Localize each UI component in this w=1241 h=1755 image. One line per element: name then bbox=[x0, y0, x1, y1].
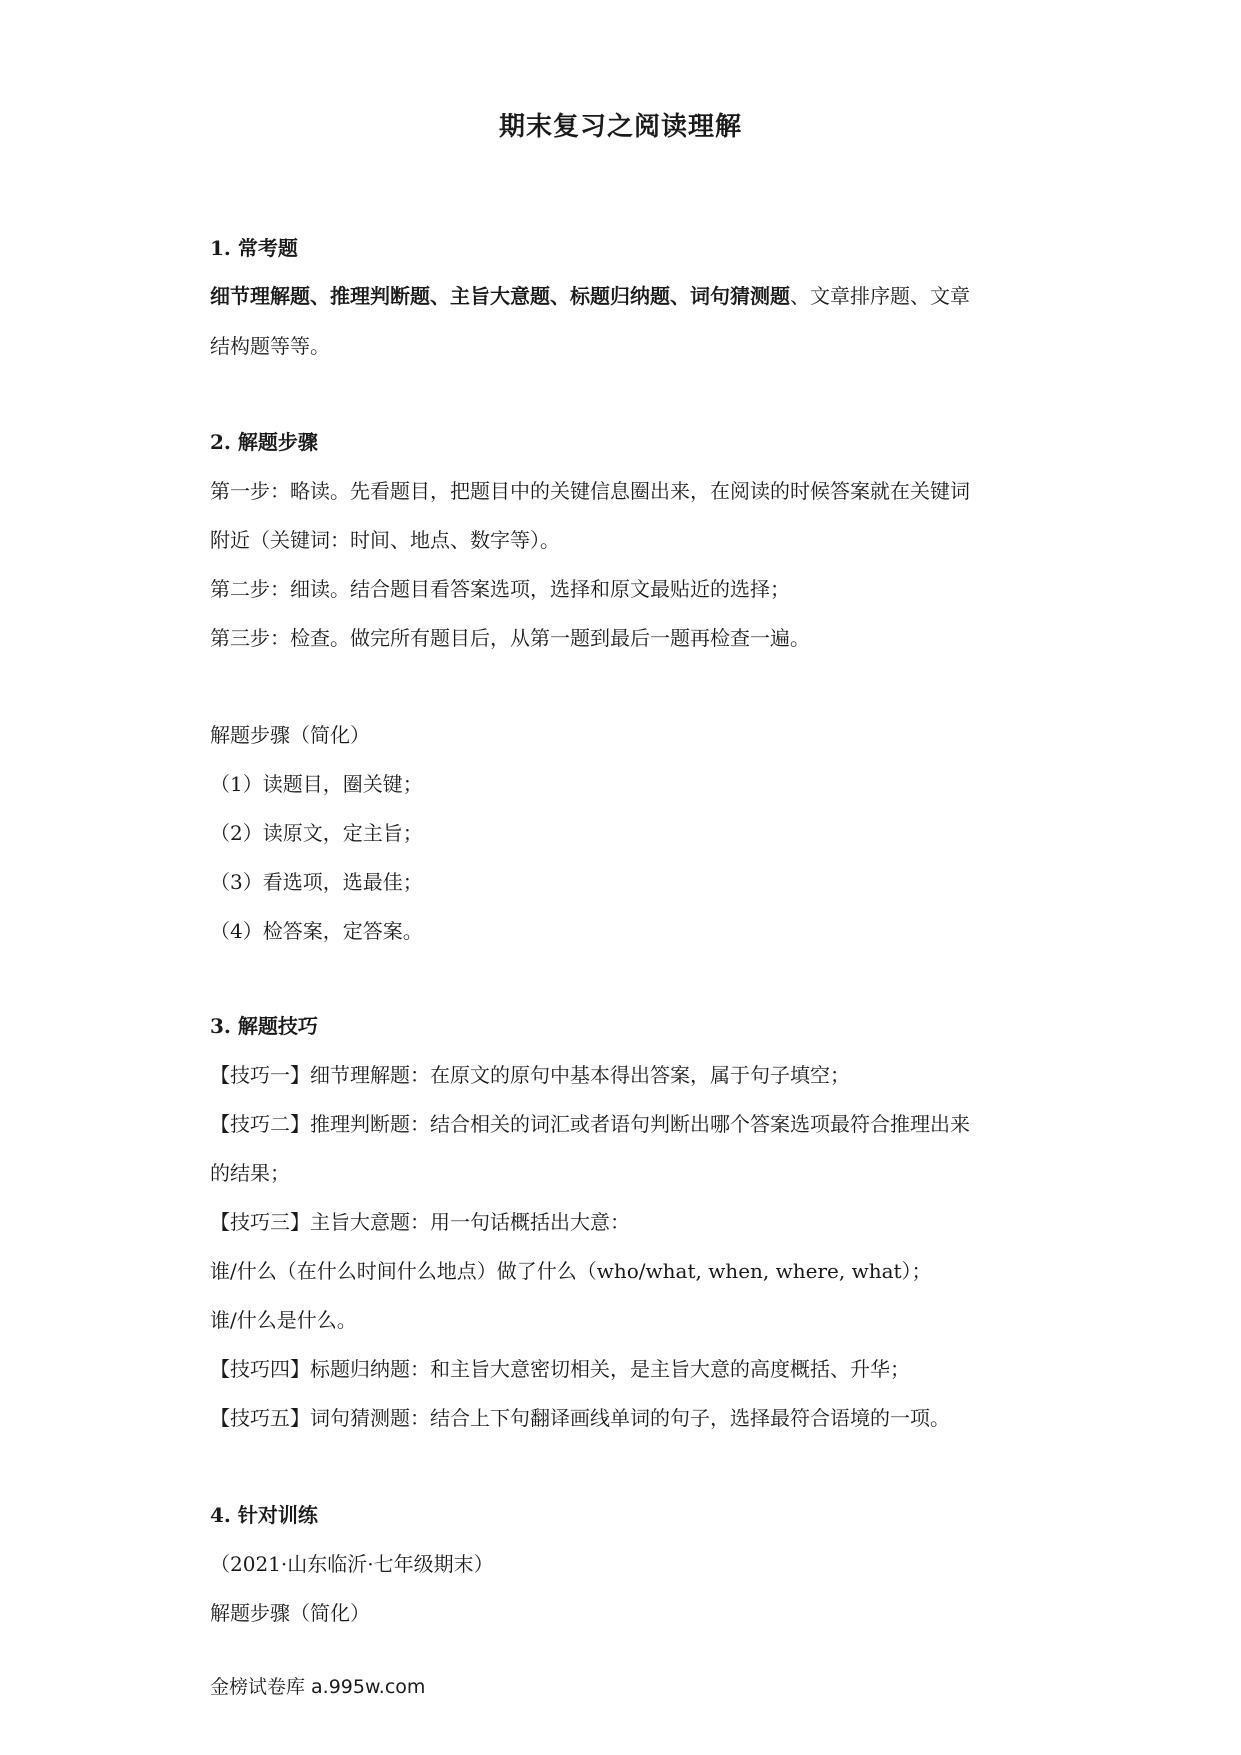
section-1-line-1 bbox=[210, 282, 1040, 310]
simplified-step-item: （3）看选项，选最佳； bbox=[210, 870, 423, 894]
section-1-heading: 1. 常考题 bbox=[210, 236, 298, 260]
section-2-heading: 2. 解题步骤 bbox=[210, 430, 318, 454]
simplified-step-item: （1）读题目，圈关键； bbox=[210, 772, 423, 796]
section-1-line-2: 结构题等等。 bbox=[210, 334, 330, 358]
simplified-step-item: （2）读原文，定主旨； bbox=[210, 821, 423, 845]
tip-1: 【技巧一】细节理解题：在原文的原句中基本得出答案，属于句子填空； bbox=[210, 1063, 850, 1087]
page-title: 期末复习之阅读理解 bbox=[498, 112, 742, 142]
question-types-bold: 细节理解题、推理判断题、主旨大意题、标题归纳题、词句猜测题 bbox=[210, 284, 790, 308]
step-2: 第二步：细读。结合题目看答案选项，选择和原文最贴近的选择； bbox=[210, 577, 790, 601]
section-3-heading: 3. 解题技巧 bbox=[210, 1014, 318, 1038]
simplified-step-item: （4）检答案，定答案。 bbox=[210, 919, 423, 943]
tip-2-line-1: 【技巧二】推理判断题：结合相关的词汇或者语句判断出哪个答案选项最符合推理出来 bbox=[210, 1112, 970, 1136]
tip-3-example-1: 谁/什么（在什么时间什么地点）做了什么（who/what, when, where, what）； bbox=[210, 1259, 932, 1283]
question-types-rest: 、文章排序题、文章 bbox=[790, 284, 970, 308]
step-1-line-2: 附近（关键词：时间、地点、数字等）。 bbox=[210, 528, 560, 552]
footer-watermark: 金榜试卷库 a.995w.com bbox=[210, 1676, 426, 1698]
section-4-heading: 4. 针对训练 bbox=[210, 1503, 318, 1527]
tip-5: 【技巧五】词句猜测题：结合上下句翻译画线单词的句子，选择最符合语境的一项。 bbox=[210, 1406, 950, 1430]
tip-4: 【技巧四】标题归纳题：和主旨大意密切相关，是主旨大意的高度概括、升华； bbox=[210, 1357, 910, 1381]
tip-2-line-2: 的结果； bbox=[210, 1161, 290, 1185]
simplified-steps-title: 解题步骤（简化） bbox=[210, 723, 370, 747]
step-3: 第三步：检查。做完所有题目后，从第一题到最后一题再检查一遍。 bbox=[210, 626, 810, 650]
tip-3: 【技巧三】主旨大意题：用一句话概括出大意： bbox=[210, 1210, 630, 1234]
step-1-line-1: 第一步：略读。先看题目，把题目中的关键信息圈出来，在阅读的时候答案就在关键词 bbox=[210, 479, 970, 503]
exercise-source: （2021·山东临沂·七年级期末） bbox=[210, 1552, 494, 1576]
section-4-simplified-title: 解题步骤（简化） bbox=[210, 1601, 370, 1625]
tip-3-example-2: 谁/什么是什么。 bbox=[210, 1308, 357, 1332]
